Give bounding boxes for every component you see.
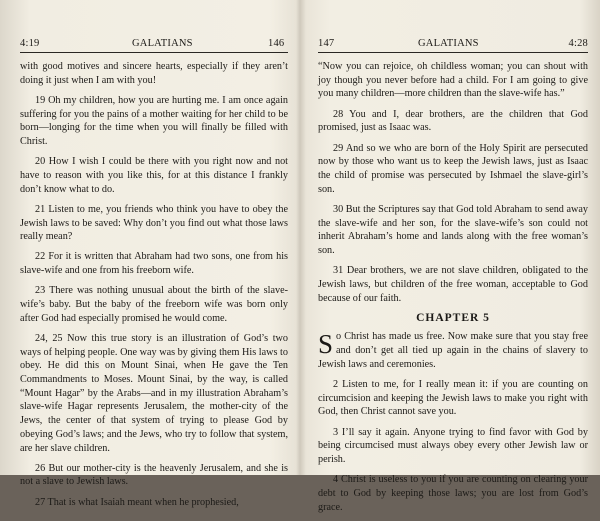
left-running-title: GALATIANS bbox=[132, 38, 193, 49]
left-page bbox=[20, 0, 288, 508]
left-verse-reference: 4:19 bbox=[20, 38, 40, 49]
paragraph: 31 Dear brothers, we are not slave children, obligated to the Jewish laws, but children of the free woman, acceptable to God because of our faith. bbox=[318, 265, 588, 304]
right-page bbox=[318, 0, 588, 513]
paragraph: 3 I’ll say it again. Anyone trying to find favor with God by being circumcised must always obey every other Jewish law or perish. bbox=[318, 426, 588, 466]
paragraph: 4 Christ is useless to you if you are counting on clearing your debt to God by keeping those laws; you are lost from God’s grace. bbox=[318, 474, 588, 513]
paragraph: 30 But the Scriptures say that God told Abraham to send away the slave-wife and her son, for the slave-wife’s son could not inherit Abraham’s home and lands along with the free woman’s son. bbox=[318, 203, 588, 256]
paragraph: 24, 25 Now this true story is an illustration of God’s two ways of helping people. One way was by giving them His laws to obey. He did this on Mount Sinai, when He gave the Ten Commandments to Moses. Mount Sinai, by the way, is called “Mount Hagar” by the Arabs—and in my illustration Abraham’s slave-wife Hagar represents Jerusalem, the mother-city of the Jews, the center of that system of trying to please God by obeying God’s laws; and the Jews, who try to follow that system, are her slave children. bbox=[20, 332, 288, 454]
drop-cap: S bbox=[318, 329, 334, 360]
left-header-rule bbox=[20, 52, 288, 53]
right-page-text bbox=[318, 60, 588, 521]
paragraph: 27 That is what Isaiah meant when he prophesied, bbox=[35, 496, 239, 508]
paragraph: 29 And so we who are born of the Holy Spirit are persecuted now by those who want us to keep the Jewish laws, just as Isaac the child of promise was persecuted by Ishmael the slave-girl’s son. bbox=[318, 142, 588, 195]
chapter-opening-paragraph bbox=[318, 330, 588, 371]
paragraph: 22 For it is written that Abraham had two sons, one from his slave-wife and one from his freeborn wife. bbox=[20, 251, 288, 277]
paragraph: 2 Listen to me, for I really mean it: if you are counting on circumcision and keeping the Jewish laws to make you right with God, then Christ cannot save you. bbox=[318, 379, 588, 418]
opening-text: o Christ has made us free. Now make sure that you stay free and don’t get all tied up again in the chains of slavery to Jewish laws and ceremonies. bbox=[318, 331, 588, 370]
left-page-text bbox=[20, 60, 288, 516]
left-page-number: 146 bbox=[268, 38, 285, 49]
paragraph: 28 You and I, dear brothers, are the children that God promised, just as Isaac was. bbox=[318, 108, 588, 134]
right-verse-reference: 4:28 bbox=[568, 38, 588, 49]
paragraph: 19 Oh my children, how you are hurting me. I am once again suffering for you the pains of a mother waiting for her child to be born—longing for the time when you will finally be filled with Christ. bbox=[20, 94, 288, 148]
paragraph: 21 Listen to me, you friends who think you have to obey the Jewish laws to be saved: Why don’t you find out what those laws really mean? bbox=[20, 203, 288, 243]
right-page-number: 147 bbox=[318, 38, 335, 49]
paragraph: “Now you can rejoice, oh childless woman; you can shout with joy though you never before had a child. For I am going to give you many children—more children than the slave-wife has.” bbox=[318, 61, 588, 100]
chapter-heading: CHAPTER 5 bbox=[416, 311, 490, 324]
right-running-title: GALATIANS bbox=[418, 38, 479, 49]
paragraph: with good motives and sincere hearts, especially if they aren’t doing it just when I am with you! bbox=[20, 61, 288, 86]
right-page-header bbox=[318, 38, 588, 52]
left-page-header bbox=[20, 38, 288, 52]
right-header-rule bbox=[318, 52, 588, 53]
paragraph: 26 But our mother-city is the heavenly Jerusalem, and she is not a slave to Jewish laws. bbox=[20, 462, 288, 488]
paragraph: 23 There was nothing unusual about the birth of the slave-wife’s baby. But the baby of the freeborn wife was born only after God had especially promised he would come. bbox=[20, 285, 288, 324]
paragraph: 20 How I wish I could be there with you right now and not have to reason with you like this, for at this distance I frankly don’t know what to do. bbox=[20, 156, 288, 195]
